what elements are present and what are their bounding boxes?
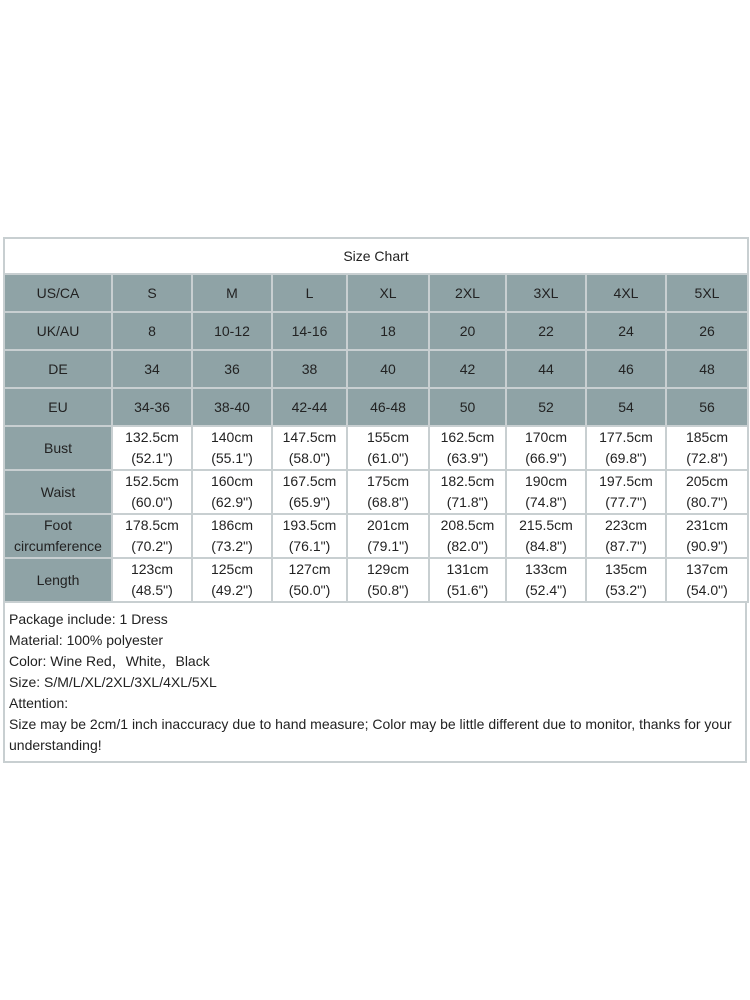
cm-value: 208.5cm	[440, 517, 495, 533]
size-cell: 52	[506, 388, 586, 426]
inch-value: (55.1")	[211, 450, 253, 466]
measure-cell	[586, 558, 666, 602]
note-attention: Attention:	[9, 695, 69, 711]
measure-cell	[192, 558, 272, 602]
size-cell: 8	[112, 312, 192, 350]
inch-value: (71.8")	[446, 494, 489, 510]
size-cell: XL	[347, 274, 429, 312]
measure-cell	[506, 558, 586, 602]
inch-value: (61.0")	[367, 450, 409, 466]
size-chart	[3, 237, 747, 763]
row-label: EU	[4, 388, 112, 426]
note-disclaimer: Size may be 2cm/1 inch inaccuracy due to hand measure; Color may be little different due to monitor, thanks for your understanding!	[9, 716, 732, 753]
size-cell: 38	[272, 350, 347, 388]
size-cell: 10-12	[192, 312, 272, 350]
cm-value: 137cm	[685, 561, 729, 577]
inch-value: (65.9")	[288, 494, 331, 510]
measure-cell	[347, 514, 429, 558]
measure-cell	[429, 470, 506, 514]
inch-value: (77.7")	[605, 494, 647, 510]
measure-cell	[192, 426, 272, 470]
row-label: Bust	[4, 426, 112, 470]
size-cell: 36	[192, 350, 272, 388]
measure-cell	[506, 426, 586, 470]
product-notes	[3, 603, 747, 763]
size-cell: 2XL	[429, 274, 506, 312]
size-cell: S	[112, 274, 192, 312]
cm-value: 178.5cm	[125, 517, 179, 533]
note-package: Package include: 1 Dress	[9, 611, 168, 627]
measure-cell	[272, 514, 347, 558]
measure-cell	[429, 514, 506, 558]
measure-cell	[506, 514, 586, 558]
cm-value: 193.5cm	[282, 517, 337, 533]
note-material: Material: 100% polyester	[9, 632, 164, 648]
note-size: Size: S/M/L/XL/2XL/3XL/4XL/5XL	[9, 674, 217, 690]
cm-value: 162.5cm	[440, 429, 495, 445]
inch-value: (74.8")	[525, 494, 567, 510]
size-cell: 26	[666, 312, 748, 350]
size-row-de	[4, 350, 748, 388]
inch-value: (58.0")	[288, 450, 331, 466]
measure-cell	[112, 558, 192, 602]
cm-value: 170cm	[524, 429, 568, 445]
measure-row-bust	[4, 426, 748, 470]
measure-row-waist	[4, 470, 748, 514]
inch-value: (87.7")	[605, 538, 647, 554]
size-cell: L	[272, 274, 347, 312]
cm-value: 177.5cm	[599, 429, 653, 445]
measure-cell	[192, 470, 272, 514]
inch-value: (72.8")	[686, 450, 728, 466]
row-label: US/CA	[4, 274, 112, 312]
measure-cell	[666, 514, 748, 558]
cm-value: 131cm	[446, 561, 489, 577]
size-cell: 42	[429, 350, 506, 388]
cm-value: 155cm	[366, 429, 410, 445]
inch-value: (68.8")	[367, 494, 409, 510]
measure-cell	[112, 514, 192, 558]
row-label: UK/AU	[4, 312, 112, 350]
cm-value: 125cm	[210, 561, 254, 577]
cm-value: 205cm	[685, 473, 729, 489]
size-cell: 14-16	[272, 312, 347, 350]
inch-value: (51.6")	[446, 582, 489, 598]
row-label: Length	[4, 558, 112, 602]
inch-value: (73.2")	[211, 538, 253, 554]
size-cell: 48	[666, 350, 748, 388]
cm-value: 127cm	[288, 561, 331, 577]
measure-cell	[112, 470, 192, 514]
cm-value: 152.5cm	[125, 473, 179, 489]
chart-title: Size Chart	[4, 238, 748, 274]
row-label: Foot circumference	[4, 514, 112, 558]
cm-value: 129cm	[366, 561, 410, 577]
inch-value: (53.2")	[605, 582, 647, 598]
inch-value: (84.8")	[525, 538, 567, 554]
cm-value: 186cm	[210, 517, 254, 533]
size-row-us-ca	[4, 274, 748, 312]
inch-value: (80.7")	[686, 494, 728, 510]
size-table	[3, 237, 749, 603]
size-cell: 5XL	[666, 274, 748, 312]
inch-value: (50.0")	[288, 582, 331, 598]
measure-cell	[272, 426, 347, 470]
size-cell: 46	[586, 350, 666, 388]
size-cell: 4XL	[586, 274, 666, 312]
cm-value: 140cm	[210, 429, 254, 445]
inch-value: (79.1")	[367, 538, 409, 554]
inch-value: (48.5")	[131, 582, 173, 598]
size-cell: M	[192, 274, 272, 312]
measure-cell	[112, 426, 192, 470]
cm-value: 190cm	[524, 473, 568, 489]
measure-cell	[586, 426, 666, 470]
measure-row-foot-circumference	[4, 514, 748, 558]
size-cell: 18	[347, 312, 429, 350]
inch-value: (82.0")	[446, 538, 489, 554]
size-cell: 24	[586, 312, 666, 350]
row-label: DE	[4, 350, 112, 388]
cm-value: 175cm	[366, 473, 410, 489]
cm-value: 185cm	[685, 429, 729, 445]
size-cell: 42-44	[272, 388, 347, 426]
cm-value: 201cm	[366, 517, 410, 533]
inch-value: (76.1")	[288, 538, 331, 554]
measure-cell	[347, 426, 429, 470]
inch-value: (54.0")	[686, 582, 728, 598]
inch-value: (70.2")	[131, 538, 173, 554]
measure-cell	[586, 470, 666, 514]
measure-cell	[429, 558, 506, 602]
size-row-uk-au	[4, 312, 748, 350]
size-cell: 50	[429, 388, 506, 426]
size-row-eu	[4, 388, 748, 426]
inch-value: (52.1")	[131, 450, 173, 466]
cm-value: 182.5cm	[440, 473, 495, 489]
size-cell: 46-48	[347, 388, 429, 426]
inch-value: (90.9")	[686, 538, 728, 554]
measure-cell	[347, 470, 429, 514]
measure-cell	[192, 514, 272, 558]
cm-value: 132.5cm	[125, 429, 179, 445]
cm-value: 223cm	[604, 517, 648, 533]
inch-value: (60.0")	[131, 494, 173, 510]
inch-value: (52.4")	[525, 582, 567, 598]
measure-row-length	[4, 558, 748, 602]
inch-value: (49.2")	[211, 582, 253, 598]
measure-cell	[586, 514, 666, 558]
inch-value: (63.9")	[446, 450, 489, 466]
measure-cell	[666, 470, 748, 514]
measure-cell	[272, 558, 347, 602]
cm-value: 160cm	[210, 473, 254, 489]
measure-cell	[666, 558, 748, 602]
cm-value: 215.5cm	[519, 517, 573, 533]
size-cell: 56	[666, 388, 748, 426]
size-cell: 40	[347, 350, 429, 388]
cm-value: 135cm	[604, 561, 648, 577]
inch-value: (50.8")	[367, 582, 409, 598]
size-cell: 20	[429, 312, 506, 350]
cm-value: 147.5cm	[282, 429, 337, 445]
size-cell: 54	[586, 388, 666, 426]
measure-cell	[347, 558, 429, 602]
measure-cell	[666, 426, 748, 470]
cm-value: 133cm	[524, 561, 568, 577]
size-cell: 34	[112, 350, 192, 388]
row-label: Waist	[4, 470, 112, 514]
inch-value: (62.9")	[211, 494, 253, 510]
inch-value: (66.9")	[525, 450, 567, 466]
size-cell: 44	[506, 350, 586, 388]
measure-cell	[429, 426, 506, 470]
cm-value: 123cm	[130, 561, 174, 577]
size-cell: 22	[506, 312, 586, 350]
size-cell: 3XL	[506, 274, 586, 312]
cm-value: 231cm	[685, 517, 729, 533]
size-cell: 38-40	[192, 388, 272, 426]
note-color: Color: Wine Red，White，Black	[9, 653, 210, 669]
cm-value: 197.5cm	[599, 473, 653, 489]
inch-value: (69.8")	[605, 450, 647, 466]
measure-cell	[506, 470, 586, 514]
measure-cell	[272, 470, 347, 514]
cm-value: 167.5cm	[282, 473, 337, 489]
size-cell: 34-36	[112, 388, 192, 426]
